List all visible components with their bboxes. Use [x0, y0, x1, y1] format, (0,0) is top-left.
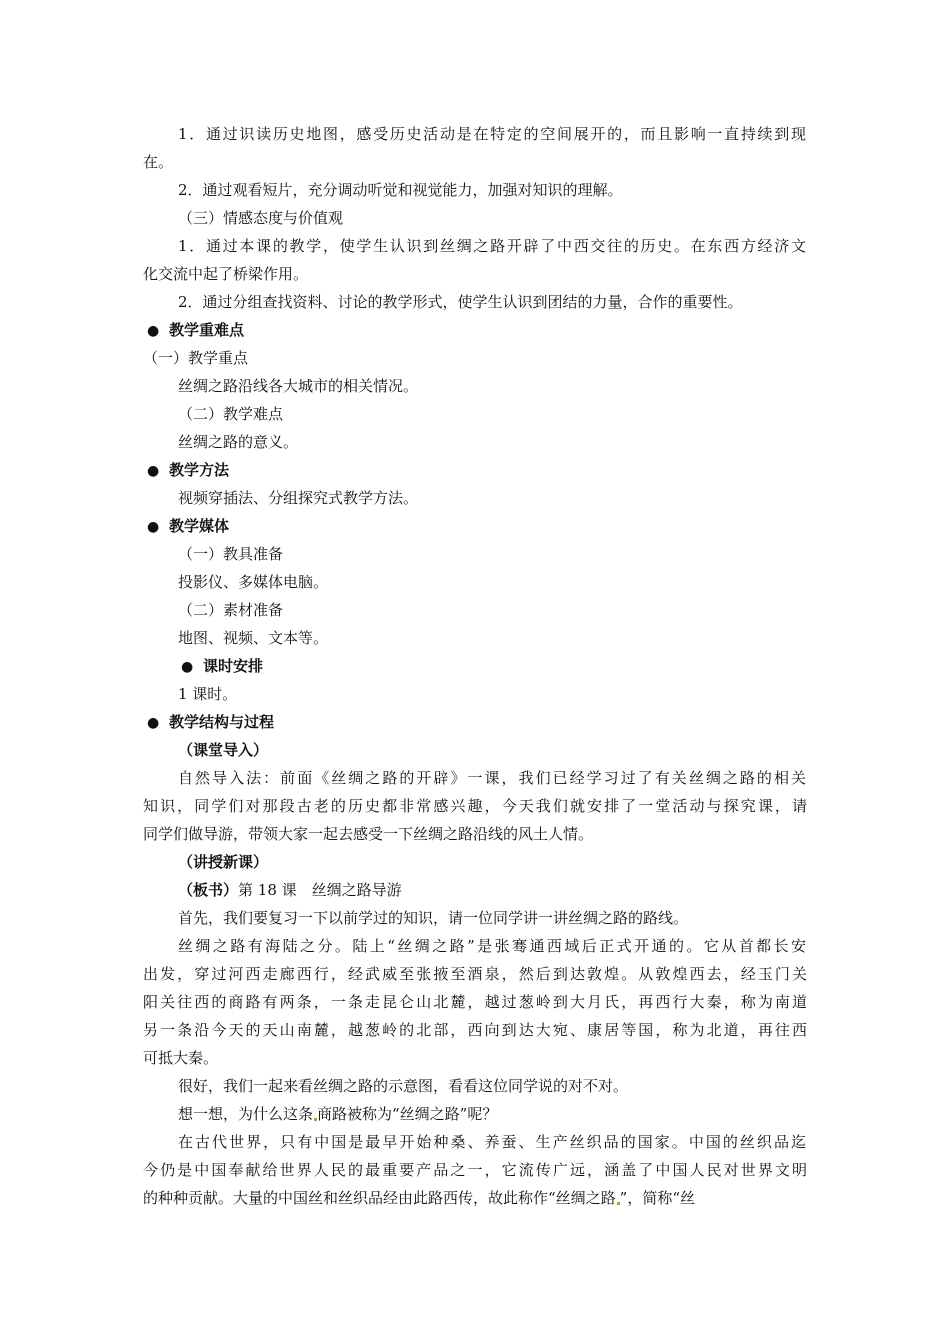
paragraph-line: 的种种贡献。大量的中国丝和丝织品经由此路西传，故此称作“丝绸之路 ”，简称“丝 [143, 1189, 696, 1207]
bullet-icon: ● [147, 519, 160, 535]
section-heading: ● 教学重难点 [147, 321, 245, 339]
section-subheading: （二）教学难点 [178, 405, 284, 423]
section-heading: ● 课时安排 [181, 657, 264, 675]
paragraph-line: 可抵大秦。 [143, 1049, 219, 1067]
paragraph-line: 在古代世界，只有中国是最早开始种桑、养蚕、生产丝织品的国家。中国的丝织品迄 [178, 1133, 806, 1151]
bullet-icon: ● [147, 463, 160, 479]
section-heading: ● 教学方法 [147, 461, 230, 479]
board-writing-line: （板书）第 18 课 丝绸之路导游 [178, 881, 402, 899]
paragraph-line: 丝绸之路沿线各大城市的相关情况。 [178, 377, 419, 395]
paragraph-line: 1．通过本课的教学，使学生认识到丝绸之路开辟了中西交往的历史。在东西方经济文 [178, 237, 806, 255]
paragraph-line: 阳关往西的商路有两条，一条走昆仑山北麓，越过葱岭到大月氏，再西行大秦，称为南道 [143, 993, 807, 1011]
bullet-icon: ● [181, 659, 194, 675]
paragraph-line: 知识，同学们对那段古老的历史都非常感兴趣，今天我们就安排了一堂活动与探究课，请 [143, 797, 807, 815]
paragraph-line: 1 课时。 [178, 685, 238, 703]
section-subheading: （二）素材准备 [178, 601, 284, 619]
paragraph-line: 自然导入法：前面《丝绸之路的开辟》一课，我们已经学习过了有关丝绸之路的相关 [178, 769, 806, 787]
paragraph-line: 地图、视频、文本等。 [178, 629, 329, 647]
section-subheading: （三）情感态度与价值观 [178, 209, 344, 227]
section-subheading: （一）教具准备 [178, 545, 284, 563]
paragraph-line: 投影仪、多媒体电脑。 [178, 573, 329, 591]
paragraph-line: 1．通过识读历史地图，感受历史活动是在特定的空间展开的，而且影响一直持续到现 [178, 125, 806, 143]
paragraph-line: 出发，穿过河西走廊西行，经武威至张掖至酒泉，然后到达敦煌。从敦煌西去，经玉门关 [143, 965, 807, 983]
paragraph-line: 丝绸之路的意义。 [178, 433, 299, 451]
paragraph-line: 首先，我们要复习一下以前学过的知识，请一位同学讲一讲丝绸之路的路线。 [178, 909, 689, 927]
paragraph-line: 化交流中起了桥梁作用。 [143, 265, 309, 283]
bullet-icon: ● [147, 323, 160, 339]
section-heading: ● 教学结构与过程 [147, 713, 275, 731]
paragraph-line: 同学们做导游，带领大家一起去感受一下丝绸之路沿线的风土人情。 [143, 825, 594, 843]
paragraph-line: 丝绸之路有海陆之分。陆上“丝绸之路”是张骞通西域后正式开通的。它从首都长安 [178, 937, 806, 955]
section-subheading: （课堂导入） [178, 741, 269, 759]
paragraph-line: 另一条沿今天的天山南麓，越葱岭的北部，西向到达大宛、康居等国，称为北道，再往西 [143, 1021, 807, 1039]
paragraph-line: 2．通过分组查找资料、讨论的教学形式，使学生认识到团结的力量，合作的重要性。 [178, 293, 743, 311]
section-subheading: （一）教学重点 [143, 349, 249, 367]
paragraph-line: 在。 [143, 153, 174, 171]
section-subheading: （讲授新课） [178, 853, 269, 871]
paragraph-line: 2．通过观看短片，充分调动听觉和视觉能力，加强对知识的理解。 [178, 181, 623, 199]
paragraph-line: 想一想，为什么这条 商路被称为“丝绸之路”呢？ [178, 1105, 498, 1123]
paragraph-line: 今仍是中国奉献给世界人民的最重要产品之一，它流传广远，涵盖了中国人民对世界文明 [143, 1161, 807, 1179]
paragraph-line: 很好，我们一起来看丝绸之路的示意图，看看这位同学说的对不对。 [178, 1077, 629, 1095]
bullet-icon: ● [147, 715, 160, 731]
paragraph-line: 视频穿插法、分组探究式教学方法。 [178, 489, 419, 507]
section-heading: ● 教学媒体 [147, 517, 230, 535]
